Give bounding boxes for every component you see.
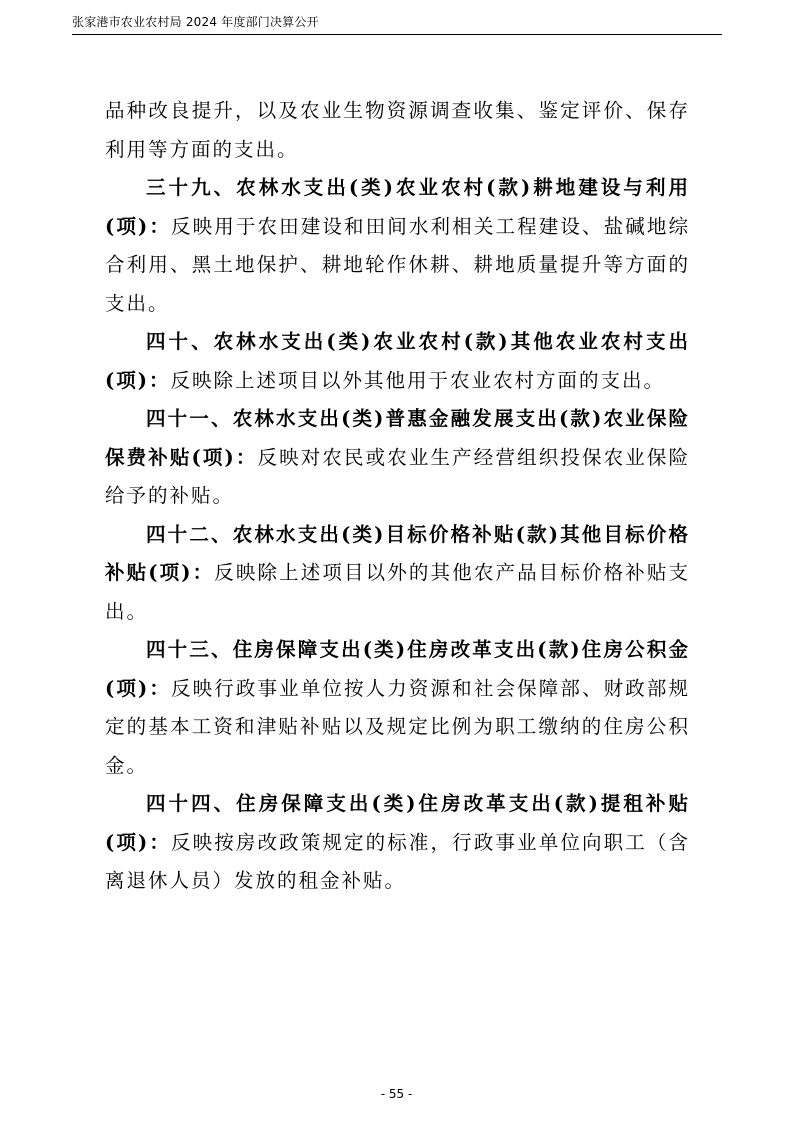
item-description: 反映除上述项目以外其他用于农业农村方面的支出。 [170,368,665,392]
item-description: 反映对农民或农业生产经营组织投保农业保险给予的补贴。 [105,445,690,507]
item-description: 反映按房改政策规定的标准，行政事业单位向职工（含离退休人员）发放的租金补贴。 [105,830,690,892]
paragraph-item-44 [105,785,690,901]
item-heading: 四十、农林水支出(类)农业农村(款)其他农业农村支出(项)： [105,330,690,392]
page-number: - 55 - [380,1087,413,1101]
item-heading: 四十一、农林水支出(类)普惠金融发展支出(款)农业保险保费补贴(项)： [105,407,690,469]
item-heading: 三十九、农林水支出(类)农业农村(款)耕地建设与利用(项)： [105,176,690,238]
paragraph-item-43 [105,631,690,785]
item-heading: 四十二、农林水支出(类)目标价格补贴(款)其他目标价格补贴(项)： [105,522,690,584]
paragraph-text: 品种改良提升，以及农业生物资源调查收集、鉴定评价、保存利用等方面的支出。 [105,99,690,161]
item-description: 反映除上述项目以外的其他农产品目标价格补贴支出。 [105,561,690,623]
item-description: 反映行政事业单位按人力资源和社会保障部、财政部规定的基本工资和津贴补贴以及规定比例为职工缴纳的住房公积金。 [105,676,690,777]
page-header [72,14,722,35]
paragraph-item-40 [105,323,690,400]
header-title: 张家港市农业农村局 2024 年度部门决算公开 [72,15,319,29]
document-body [105,92,690,901]
paragraph-continuation [105,92,690,169]
paragraph-item-41 [105,400,690,516]
item-description: 反映用于农田建设和田间水利相关工程建设、盐碱地综合利用、黑土地保护、耕地轮作休耕、耕地质量提升等方面的支出。 [105,214,690,315]
paragraph-item-39 [105,169,690,323]
item-heading: 四十三、住房保障支出(类)住房改革支出(款)住房公积金(项)： [105,638,690,700]
item-heading: 四十四、住房保障支出(类)住房改革支出(款)提租补贴(项)： [105,792,690,854]
paragraph-item-42 [105,516,690,632]
